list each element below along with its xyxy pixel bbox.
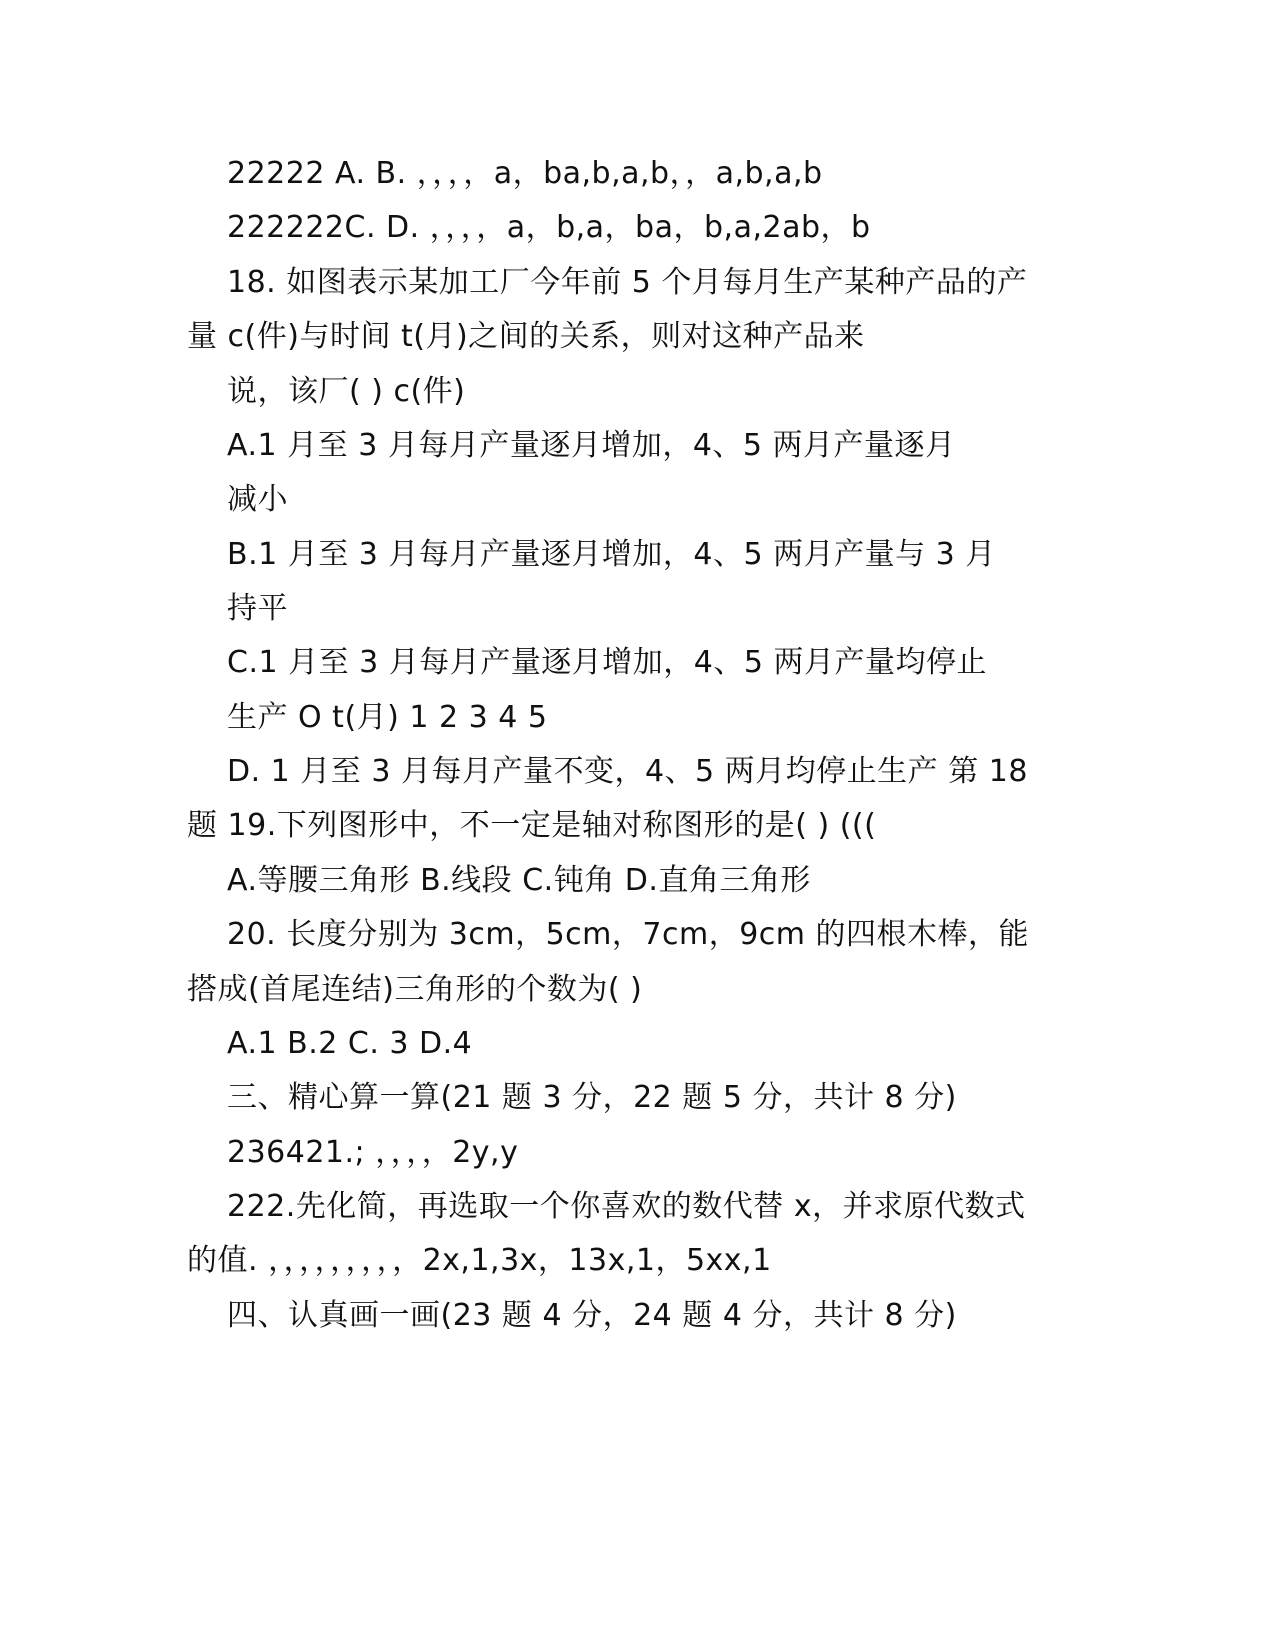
section-4-heading: 四、认真画一画(23 题 4 分，24 题 4 分，共计 8 分) xyxy=(227,1298,957,1333)
question-18-text-cont: 量 c(件)与时间 t(月)之间的关系，则对这种产品来 xyxy=(187,319,865,354)
question-22-text: 222.先化简，再选取一个你喜欢的数代替 x，并求原代数式 xyxy=(227,1189,1026,1224)
question-20-text: 20. 长度分别为 3cm，5cm，7cm，9cm 的四根木棒，能 xyxy=(227,917,1030,952)
question-18-option-a: A.1 月至 3 月每月产量逐月增加，4、5 两月产量逐月 xyxy=(227,428,956,463)
question-20-text-cont: 搭成(首尾连结)三角形的个数为( ) xyxy=(187,972,643,1007)
question-18-text: 18. 如图表示某加工厂今年前 5 个月每月生产某种产品的产 xyxy=(227,265,1028,300)
question-22-text-cont: 的值. ，，，，，，，，，2x,1,3x，13x,1，5xx,1 xyxy=(187,1243,772,1278)
section-3-heading: 三、精心算一算(21 题 3 分，22 题 5 分，共计 8 分) xyxy=(227,1080,957,1115)
question-20-options: A.1 B.2 C. 3 D.4 xyxy=(227,1026,473,1061)
question-21-text: 236421.; ，，，，2y,y xyxy=(227,1135,519,1170)
text-line-options-ab: 22222 A. B. ，，，，a，ba,b,a,b，，a,b,a,b xyxy=(227,156,823,191)
question-18-option-b: B.1 月至 3 月每月产量逐月增加，4、5 两月产量与 3 月 xyxy=(227,537,996,572)
text-line-options-cd: 222222C. D. ，，，，a，b,a，ba，b,a,2ab，b xyxy=(227,210,871,245)
question-18-option-b-cont: 持平 xyxy=(227,591,288,626)
question-18-text-cont2: 说，该厂( ) c(件) xyxy=(227,374,466,409)
question-18-option-c-cont: 生产 O t(月) 1 2 3 4 5 xyxy=(227,700,548,735)
question-19-text: 题 19.下列图形中，不一定是轴对称图形的是( ) ((( xyxy=(187,808,877,843)
question-19-options: A.等腰三角形 B.线段 C.钝角 D.直角三角形 xyxy=(227,863,811,898)
question-18-option-c: C.1 月至 3 月每月产量逐月增加，4、5 两月产量均停止 xyxy=(227,645,987,680)
question-18-option-d: D. 1 月至 3 月每月产量不变，4、5 两月均停止生产 第 18 xyxy=(227,754,1028,789)
question-18-option-a-cont: 减小 xyxy=(227,482,288,517)
